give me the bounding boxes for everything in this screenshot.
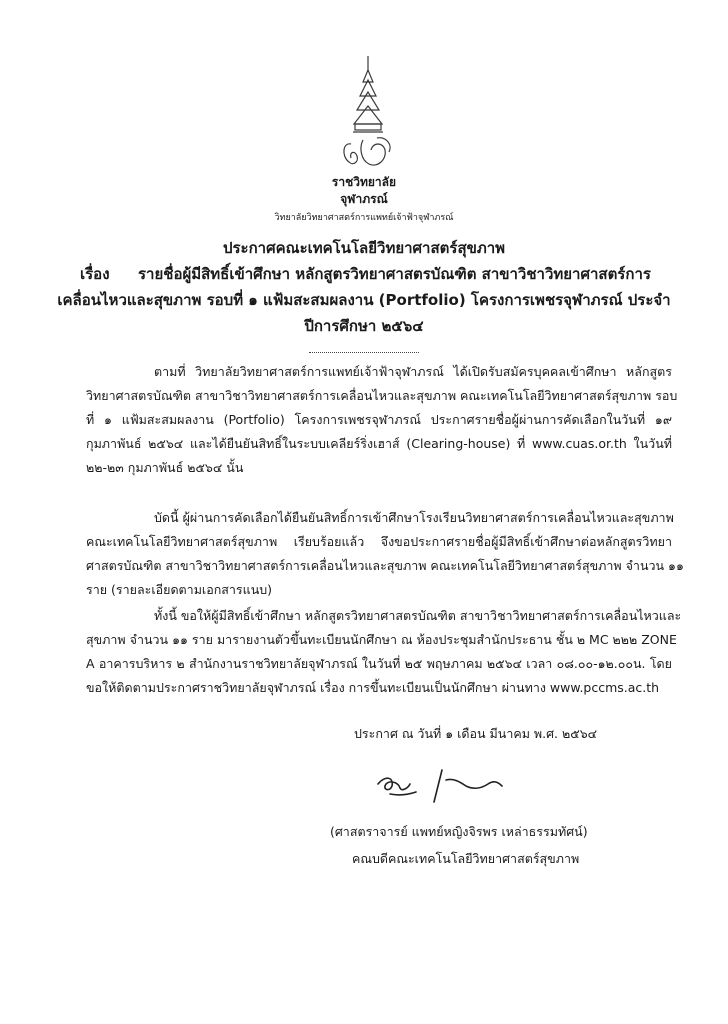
divider (309, 352, 419, 353)
paragraph-line: วิทยาศาสตรบัณฑิต สาขาวิชาวิทยาศาสตร์การเคลื่อนไหวและสุขภาพ คณะเทคโนโลยีวิทยาศาสตร์สุขภาพ รอบ (86, 388, 678, 403)
college-emblem-icon (333, 52, 403, 176)
paragraph-line: ๒๒-๒๓ กุมภาพันธ์ ๒๕๖๔ นั้น (86, 460, 244, 475)
paragraph-line: ศาสตรบัณฑิต สาขาวิชาวิทยาศาสตร์การเคลื่อนไหวและสุขภาพ คณะเทคโนโลยีวิทยาศาสตร์สุขภาพ จำนวน ๑๑ (86, 558, 684, 573)
paragraph-line: A อาคารบริหาร ๒ สำนักงานราชวิทยาลัยจุฬาภรณ์ ในวันที่ ๒๕ พฤษภาคม ๒๕๖๔ เวลา ๐๘.๐๐-๑๒.๐๐น. โดย (86, 656, 672, 671)
institution-subtitle: วิทยาลัยวิทยาศาสตร์การแพทย์เจ้าฟ้าจุฬาภรณ์ (274, 213, 454, 223)
signer-name: (ศาสตราจารย์ แพทย์หญิงจิรพร เหล่าธรรมทัศน์) (330, 824, 588, 839)
subject-text: รายชื่อผู้มีสิทธิ์เข้าศึกษา หลักสูตรวิทยาศาสตรบัณฑิต สาขาวิชาวิทยาศาสตร์การ (138, 265, 651, 283)
signature (370, 758, 520, 808)
subject-label: เรื่อง (80, 265, 110, 283)
paragraph-line: ตามที่ วิทยาลัยวิทยาศาสตร์การแพทย์เจ้าฟ้าจุฬาภรณ์ ได้เปิดรับสมัครบุคคลเข้าศึกษา หลักสูตร (154, 364, 672, 379)
institution-name-line2: จุฬาภรณ์ (340, 192, 388, 206)
signer-title: คณบดีคณะเทคโนโลยีวิทยาศาสตร์สุขภาพ (352, 851, 580, 866)
paragraph-line: ขอให้ติดตามประกาศราชวิทยาลัยจุฬาภรณ์ เรื่อง การขึ้นทะเบียนเป็นนักศึกษา ผ่านทาง www.pccms.ac.th (86, 680, 660, 695)
paragraph-3 (86, 604, 682, 700)
paragraph-1 (86, 360, 678, 480)
paragraph-line: ทั้งนี้ ขอให้ผู้มีสิทธิ์เข้าศึกษา หลักสูตรวิทยาศาสตรบัณฑิต สาขาวิชาวิทยาศาสตร์การเคลื่อนไหวและ (154, 608, 682, 623)
paragraph-line: สุขภาพ จำนวน ๑๑ ราย มารายงานตัวขึ้นทะเบียนนักศึกษา ณ ห้องประชุมสำนักประธาน ชั้น ๒ MC ๒๒๒ ZONE (86, 632, 677, 647)
paragraph-line: คณะเทคโนโลยีวิทยาศาสตร์สุขภาพ เรียบร้อยแล้ว จึงขอประกาศรายชื่อผู้มีสิทธิ์เข้าศึกษาต่อหลักสูตรวิทยา (86, 534, 672, 549)
announcement-date: ประกาศ ณ วันที่ ๑ เดือน มีนาคม พ.ศ. ๒๕๖๔ (354, 726, 598, 741)
paragraph-line: กุมภาพันธ์ ๒๕๖๔ และได้ยืนยันสิทธิ์ในระบบเคลียร์ริ่งเฮาส์ (Clearing-house) ที่ www.cuas.or.th ในวันที่ (86, 436, 672, 451)
paragraph-line: บัดนี้ ผู้ผ่านการคัดเลือกได้ยืนยันสิทธิ์การเข้าศึกษาโรงเรียนวิทยาศาสตร์การเคลื่อนไหวและสุขภาพ (154, 510, 674, 525)
announcement-title: ประกาศคณะเทคโนโลยีวิทยาศาสตร์สุขภาพ (222, 239, 506, 257)
subject-line-3: ปีการศึกษา ๒๕๖๔ (304, 317, 424, 335)
subject-line (80, 262, 720, 286)
paragraph-line: ราย (รายละเอียดตามเอกสารแนบ) (86, 582, 273, 597)
paragraph-2 (86, 506, 684, 602)
institution-name: ราชวิทยาลัย (331, 175, 397, 189)
paragraph-line: ที่ ๑ แฟ้มสะสมผลงาน (Portfolio) โครงการเพชรจุฬาภรณ์ ประกาศรายชื่อผู้ผ่านการคัดเลือกในวันที่ ๑๙ (86, 412, 672, 427)
subject-line-2: เคลื่อนไหวและสุขภาพ รอบที่ ๑ แฟ้มสะสมผลงาน (Portfolio) โครงการเพชรจุฬาภรณ์ ประจำ (57, 291, 671, 309)
